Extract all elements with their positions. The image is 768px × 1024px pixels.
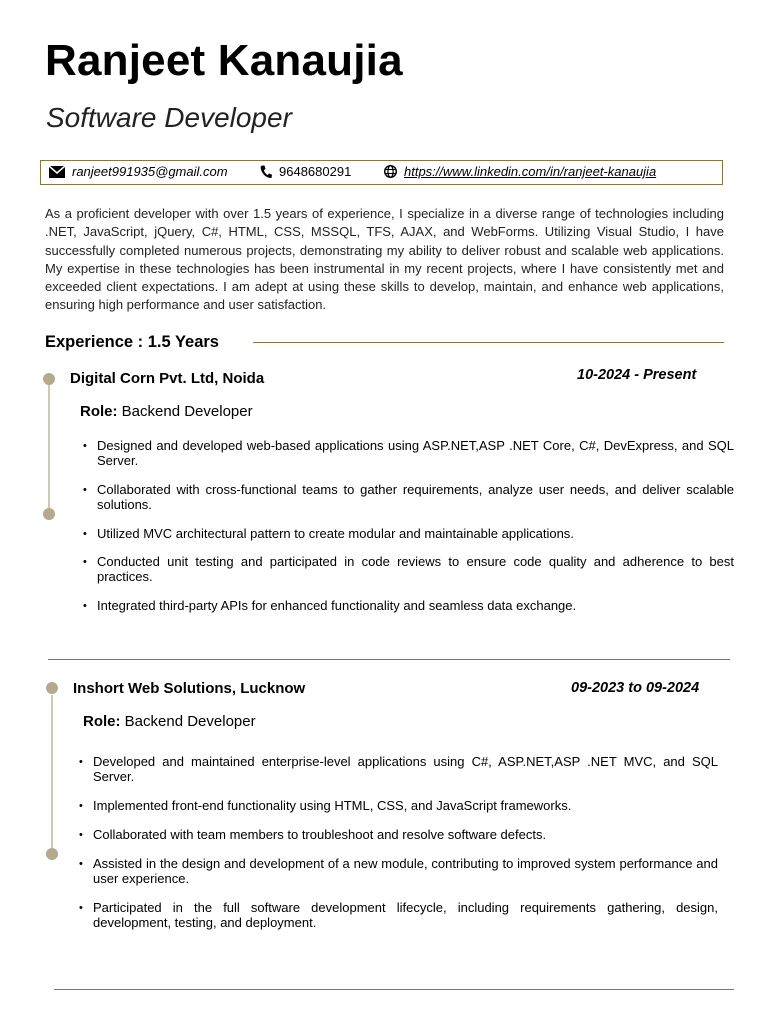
candidate-name: Ranjeet Kanaujia <box>45 36 403 85</box>
timeline-line <box>51 695 53 853</box>
phone-text[interactable]: 9648680291 <box>279 164 352 179</box>
job-role <box>83 713 256 730</box>
role-label: Role: <box>80 403 118 420</box>
list-item: • Implemented front-end functionality using HTML, CSS, and JavaScript frameworks. <box>79 798 718 813</box>
envelope-icon <box>49 166 65 178</box>
company-name: Inshort Web Solutions, Lucknow <box>73 680 306 697</box>
list-item: • Developed and maintained enterprise-level applications using C#, ASP.NET,ASP .NET MVC, and SQL Server. <box>79 754 718 784</box>
employment-period: 09-2023 to 09-2024 <box>571 680 700 696</box>
contact-bar <box>40 160 723 185</box>
list-item: • Collaborated with team members to troubleshoot and resolve software defects. <box>79 827 718 842</box>
list-item: • Designed and developed web-based applications using ASP.NET,ASP .NET Core, C#, DevExpress, and SQL Server. <box>83 438 734 468</box>
job-responsibilities <box>83 438 734 613</box>
list-item: • Utilized MVC architectural pattern to create modular and maintainable applications. <box>83 526 734 541</box>
role-value: Backend Developer <box>124 713 256 730</box>
employment-period: 10-2024 - Present <box>577 367 697 383</box>
contact-email[interactable] <box>49 164 228 179</box>
timeline-line <box>48 385 50 513</box>
job-title: Software Developer <box>46 102 292 133</box>
timeline-dot <box>46 848 58 860</box>
timeline-dot <box>43 373 55 385</box>
experience-heading-rule <box>253 342 724 343</box>
list-item: • Participated in the full software development lifecycle, including requirements gathering, design, development, testing, and deployment. <box>79 900 718 930</box>
contact-linkedin[interactable] <box>384 164 656 179</box>
timeline-dot <box>46 682 58 694</box>
linkedin-link[interactable]: https://www.linkedin.com/in/ranjeet-kanaujia <box>404 164 657 179</box>
phone-icon <box>260 165 272 179</box>
job-responsibilities <box>79 754 718 930</box>
company-name: Digital Corn Pvt. Ltd, Noida <box>70 370 265 387</box>
job-role <box>80 403 253 420</box>
role-label: Role: <box>83 713 121 730</box>
globe-icon <box>384 165 397 178</box>
section-divider <box>48 659 730 660</box>
list-item: • Collaborated with cross-functional teams to gather requirements, analyze user needs, and deliver scalable solutions. <box>83 482 734 512</box>
experience-heading: Experience : 1.5 Years <box>45 333 219 351</box>
section-divider <box>54 989 734 990</box>
profile-summary: As a proficient developer with over 1.5 years of experience, I specialize in a diverse range of technologies including .NET, JavaScript, jQuery, C#, HTML, CSS, MSSQL, TFS, AJAX, and WebForms. Utilizing Visual Studio, I have successfully completed numerous projects, demonstrating my ability to deliver robust and scalable web applications. My expertise in these technologies has been instrumental in my recent projects, where I have consistently met and exceeded client expectations. I am adept at using these skills to develop, maintain, and enhance web applications, ensuring high performance and user satisfaction. <box>45 206 724 313</box>
timeline-dot <box>43 508 55 520</box>
list-item: • Integrated third-party APIs for enhanced functionality and seamless data exchange. <box>83 598 734 613</box>
role-value: Backend Developer <box>121 403 253 420</box>
email-text[interactable]: ranjeet991935@gmail.com <box>72 164 228 179</box>
list-item: • Conducted unit testing and participated in code reviews to ensure code quality and adherence to best practices. <box>83 554 734 584</box>
list-item: • Assisted in the design and development of a new module, contributing to improved system performance and user experience. <box>79 856 718 886</box>
contact-phone[interactable] <box>260 164 351 179</box>
